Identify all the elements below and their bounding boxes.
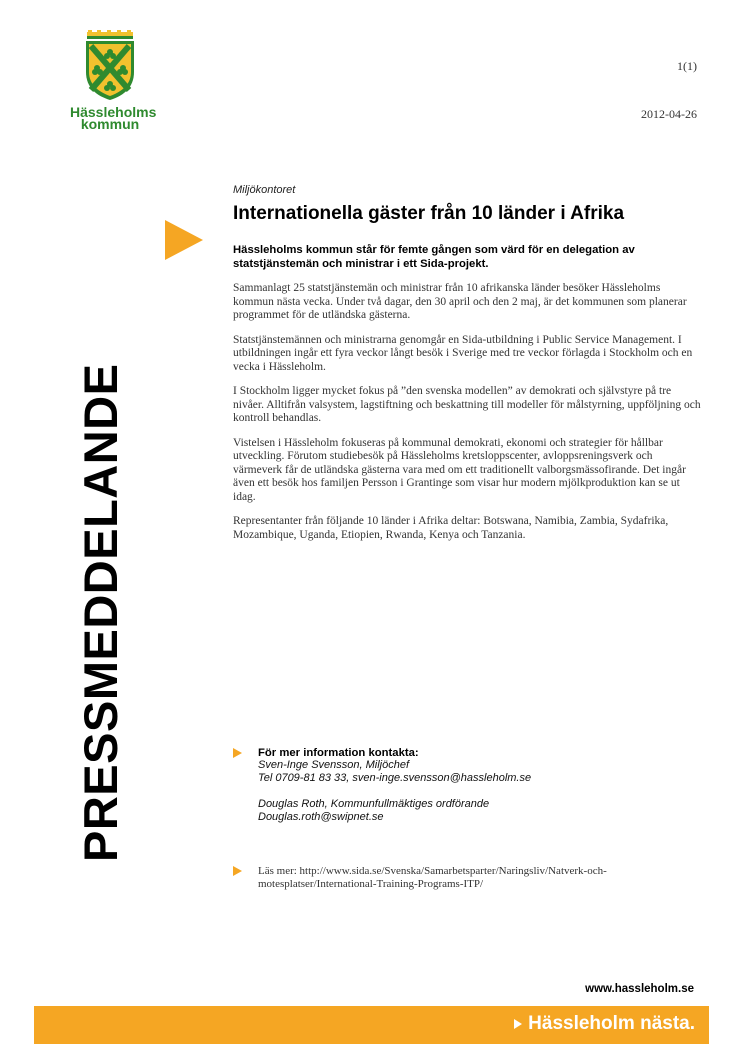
municipality-logo (70, 30, 157, 132)
logo-wordmark (70, 104, 157, 132)
headline: Internationella gäster från 10 länder i Afrika (233, 203, 625, 224)
contact-person2-name: Douglas Roth, Kommunfullmäktiges ordförande (258, 798, 490, 810)
contact-block (233, 747, 703, 824)
read-more (233, 865, 703, 890)
logo-text-line2: kommun (80, 116, 140, 132)
slogan-text: Hässleholm nästa. (528, 1013, 695, 1034)
coat-of-arms-icon (83, 30, 137, 102)
footer-slogan (514, 1013, 695, 1035)
contact-heading: För mer information kontakta: (258, 747, 419, 759)
read-more-link[interactable]: Läs mer: http://www.sida.se/Svenska/Samarbetsparter/Naringsliv/Natverk-och-motesplatser/International-Training-Programs-ITP/ (258, 865, 607, 890)
department-label: Miljökontoret (233, 184, 296, 196)
article (233, 184, 703, 542)
bullet-arrow-icon (233, 866, 242, 876)
contact-heading-row (233, 747, 703, 759)
document-date: 2012-04-26 (641, 107, 697, 121)
bullet-arrow-icon (233, 748, 242, 758)
contact-person1-name: Sven-Inge Svensson, Miljöchef (258, 759, 410, 771)
lead-paragraph: Hässleholms kommun står för femte gången som värd för en delegation av statstjänstemän och ministrar i ett Sida-projekt. (233, 244, 635, 270)
play-arrow-icon (165, 220, 203, 260)
body-paragraph: Sammanlagt 25 statstjänstemän och ministrar från 10 afrikanska länder besöker Hässleholms kommun nästa vecka. Under två dagar, den 30 april och den 2 maj, är det kommunen som planerar programmet för de utländska gästerna. (233, 282, 687, 321)
footer-bar (34, 1006, 709, 1044)
body-paragraph: I Stockholm ligger mycket fokus på ”den svenska modellen” av demokrati och självstyre på tre nivåer. Alltifrån valsystem, lagstiftning och beskattning till modeller för målstyrning, uppföljning och kontroll behandlas. (233, 385, 701, 424)
side-title: PRESSMEDDELANDE (74, 363, 127, 862)
website-link[interactable]: www.hassleholm.se (585, 983, 694, 995)
body-paragraph: Vistelsen i Hässleholm fokuseras på kommunal demokrati, ekonomi och strategier för hållbar utveckling. Förutom studiebesök på Hässleholms kretsloppscenter, avloppsreningsverk och värmeverk får de utländska gästerna vara med om ett traditionellt valborgsmässofirande. Det ingår även ett besök hos familjen Persson i Grantinge som visar hur modern mjölkproduktion kan se ut idag. (233, 436, 686, 503)
body-paragraph: Representanter från följande 10 länder i Afrika deltar: Botswana, Namibia, Zambia, Sydafrika, Mozambique, Uganda, Etiopien, Rwanda, Kenya och Tanzania. (233, 515, 669, 541)
body-paragraph: Statstjänstemännen och ministrarna genomgår en Sida-utbildning i Public Service Management. I utbildningen ingår ett fyra veckor långt besök i Sverige med tre veckor förlagda i Stockholm och en vecka i Hässleholm. (233, 333, 693, 373)
play-arrow-icon (514, 1019, 522, 1029)
page-number: 1(1) (677, 59, 697, 73)
contact-person2-email[interactable]: Douglas.roth@swipnet.se (258, 811, 384, 823)
spacer (233, 785, 703, 798)
logo-text-line1: Hässleholms (70, 104, 157, 120)
contact-person1-details[interactable]: Tel 0709-81 83 33, sven-inge.svensson@hassleholm.se (258, 772, 532, 784)
